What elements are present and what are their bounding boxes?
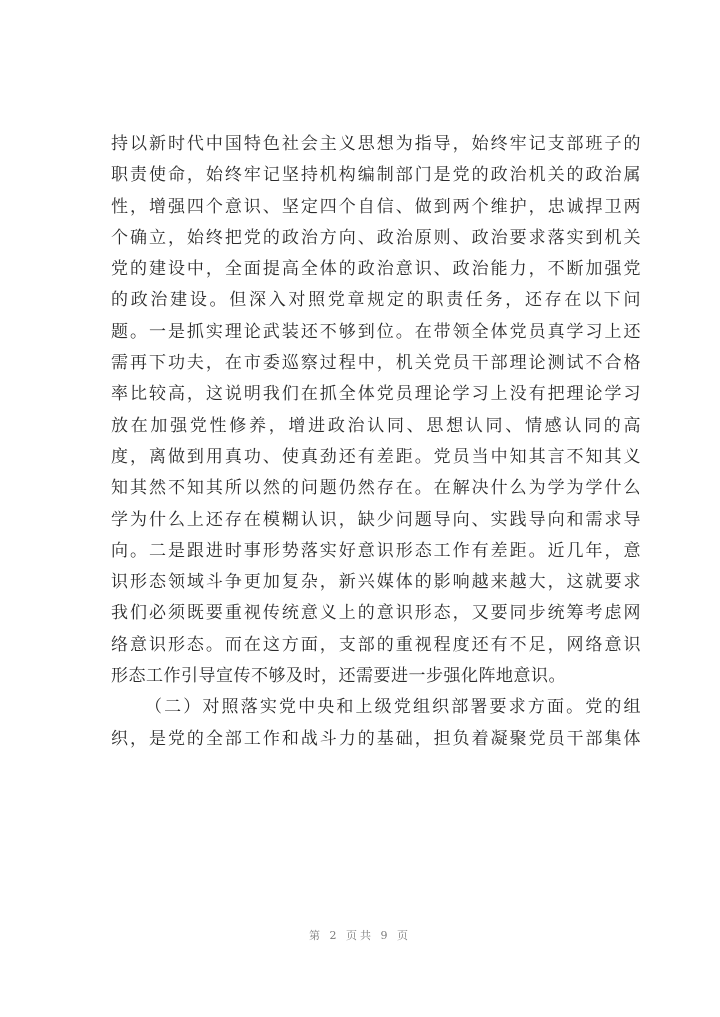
text-line: （二）对照落实党中央和上级党组织部署要求方面。党的组	[145, 697, 641, 718]
body-text	[111, 129, 641, 755]
text-line: 个确立，始终把党的政治方向、政治原则、政治要求落实到机关	[111, 227, 641, 248]
text-line: 识形态领域斗争更加复杂，新兴媒体的影响越来越大，这就要求	[111, 572, 641, 593]
text-line: 性，增强四个意识、坚定四个自信、做到两个维护，忠诚捍卫两	[111, 196, 641, 217]
page-number-footer: 第 2 页共 9 页	[309, 929, 411, 942]
text-line: 需再下功夫，在市委巡察过程中，机关党员干部理论测试不合格	[111, 353, 641, 374]
text-line: 率比较高，这说明我们在抓全体党员理论学习上没有把理论学习	[111, 384, 641, 405]
text-line: 形态工作引导宣传不够及时，还需要进一步强化阵地意识。	[111, 666, 566, 687]
text-line: 向。二是跟进时事形势落实好意识形态工作有差距。近几年，意	[111, 540, 641, 561]
text-line: 络意识形态。而在这方面，支部的重视程度还有不足，网络意识	[111, 634, 641, 655]
text-line: 度，离做到用真功、使真劲还有差距。党员当中知其言不知其义	[111, 446, 641, 467]
text-line: 织，是党的全部工作和战斗力的基础，担负着凝聚党员干部集体	[111, 728, 641, 749]
text-line: 党的建设中，全面提高全体的政治意识、政治能力，不断加强党	[111, 259, 641, 280]
text-line: 持以新时代中国特色社会主义思想为指导，始终牢记支部班子的	[111, 134, 641, 154]
text-line: 知其然不知其所以然的问题仍然存在。在解决什么为学为学什么	[111, 478, 641, 499]
text-line: 学为什么上还存在模糊认识，缺少问题导向、实践导向和需求导	[111, 509, 641, 530]
text-line: 的政治建设。但深入对照党章规定的职责任务，还存在以下问	[111, 290, 641, 311]
text-line: 放在加强党性修养，增进政治认同、思想认同、情感认同的高	[111, 415, 641, 436]
text-line: 我们必须既要重视传统意义上的意识形态，又要同步统筹考虑网	[111, 603, 641, 624]
text-line: 职责使命，始终牢记坚持机构编制部门是党的政治机关的政治属	[111, 165, 641, 186]
text-line: 题。一是抓实理论武装还不够到位。在带领全体党员真学习上还	[111, 321, 641, 342]
